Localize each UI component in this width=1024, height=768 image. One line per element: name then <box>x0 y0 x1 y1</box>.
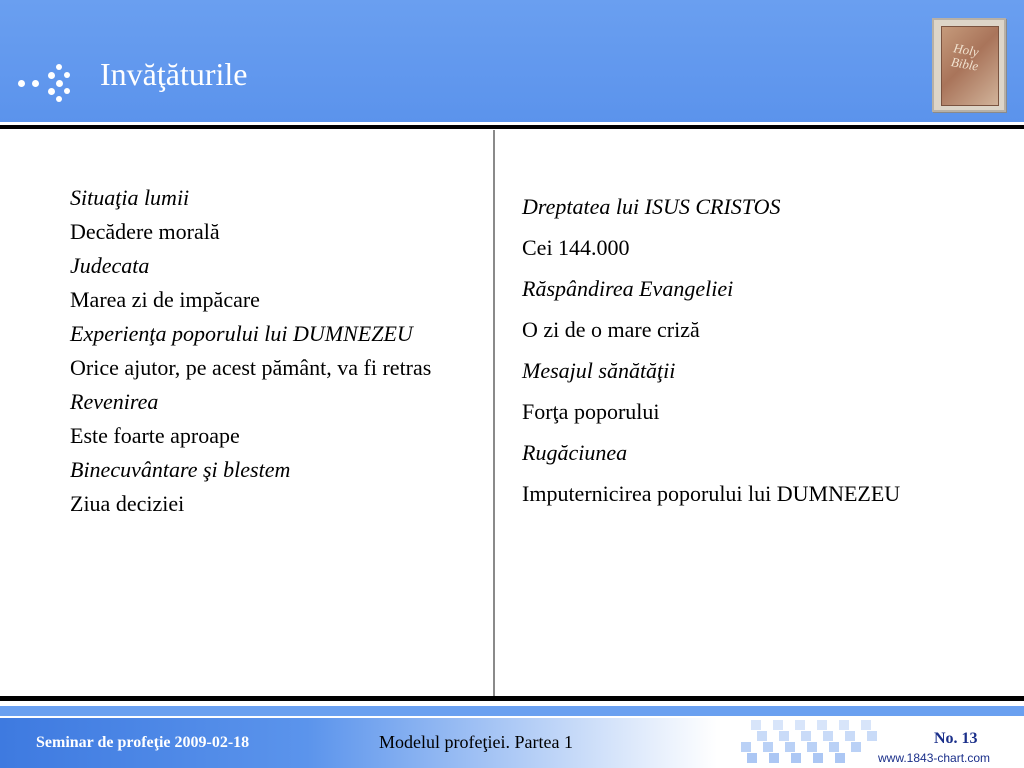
left-column <box>70 181 480 521</box>
right-item: Răspândirea Evangeliei <box>522 276 734 301</box>
left-item: Experienţa poporului lui DUMNEZEU <box>70 321 413 346</box>
checker-square <box>851 742 861 752</box>
checker-square <box>785 742 795 752</box>
checker-square <box>757 731 767 741</box>
left-item: Binecuvântare şi blestem <box>70 457 291 482</box>
right-item: Imputernicirea poporului lui DUMNEZEU <box>522 481 901 506</box>
checker-square <box>807 742 817 752</box>
checker-square <box>751 720 761 730</box>
left-item: Este foarte aproape <box>70 423 240 448</box>
checker-square <box>763 742 773 752</box>
checker-square <box>861 720 871 730</box>
checker-pattern <box>736 720 876 766</box>
right-item: Rugăciunea <box>522 440 628 465</box>
right-item: Forţa poporului <box>522 399 660 424</box>
bible-cover <box>941 26 999 106</box>
bible-cover-label: Holy Bible <box>949 40 980 74</box>
slide-header <box>0 0 1024 122</box>
checker-square <box>741 742 751 752</box>
checker-square <box>817 720 827 730</box>
right-column <box>522 186 1022 514</box>
footer-band <box>0 706 1024 716</box>
right-item: Cei 144.000 <box>522 235 630 260</box>
left-item: Ziua deciziei <box>70 491 185 516</box>
checker-square <box>795 720 805 730</box>
bullet-dots-icon <box>18 62 78 102</box>
checker-square <box>747 753 757 763</box>
footer-url: www.1843-chart.com <box>878 751 991 765</box>
left-item: Orice ajutor, pe acest pământ, va fi retras <box>70 355 432 380</box>
footer-subtitle: Modelul profeţiei. Partea 1 <box>379 732 573 752</box>
checker-square <box>829 742 839 752</box>
checker-square <box>791 753 801 763</box>
slide-footer <box>0 718 1024 768</box>
checker-square <box>839 720 849 730</box>
checker-square <box>769 753 779 763</box>
left-item: Judecata <box>70 253 150 278</box>
column-divider <box>493 130 495 698</box>
header-divider <box>0 122 1024 130</box>
footer-seminar: Seminar de profeţie 2009-02-18 <box>36 734 250 751</box>
checker-square <box>867 731 877 741</box>
right-item: O zi de o mare criză <box>522 317 700 342</box>
checker-square <box>835 753 845 763</box>
checker-square <box>773 720 783 730</box>
right-item: Mesajul sănătăţii <box>522 358 676 383</box>
checker-square <box>813 753 823 763</box>
holy-bible-image <box>932 18 1006 112</box>
left-item: Marea zi de impăcare <box>70 287 260 312</box>
slide-number: No. 13 <box>934 730 978 747</box>
slide-title: Invăţăturile <box>100 56 248 92</box>
left-item: Situaţia lumii <box>70 185 190 210</box>
left-item: Revenirea <box>70 389 159 414</box>
left-item: Decădere morală <box>70 219 220 244</box>
checker-square <box>823 731 833 741</box>
checker-square <box>779 731 789 741</box>
checker-square <box>801 731 811 741</box>
right-item: Dreptatea lui ISUS CRISTOS <box>522 194 781 219</box>
checker-square <box>845 731 855 741</box>
